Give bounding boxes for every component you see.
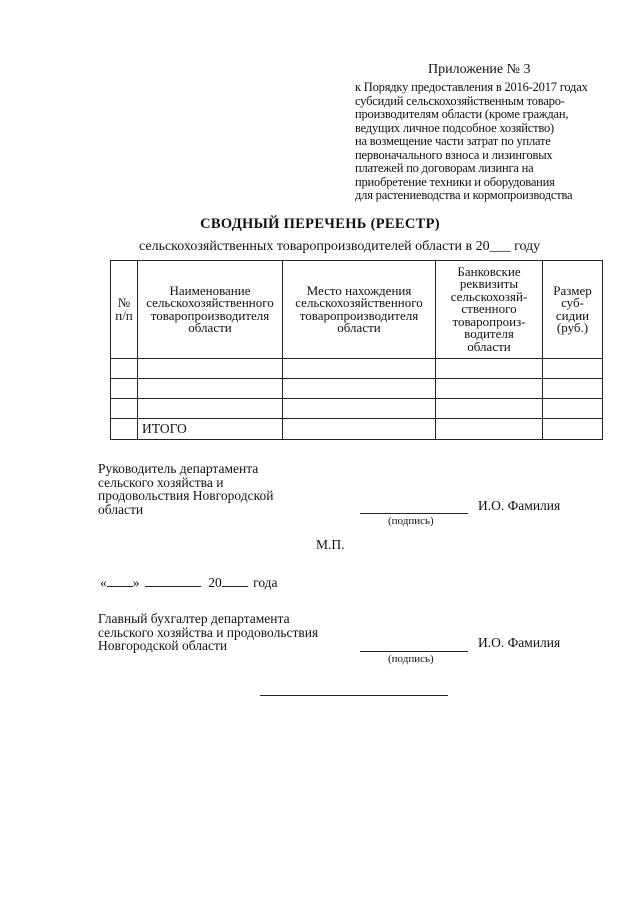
appendix-line: производителям области (кроме граждан, <box>355 107 569 121</box>
appendix-title: Приложение № 3 <box>428 62 531 77</box>
table-cell[interactable] <box>283 359 436 379</box>
table-cell[interactable] <box>138 399 283 419</box>
date-field <box>100 575 278 590</box>
appendix-line: приобретение техники и оборудования <box>355 174 555 189</box>
table-cell[interactable] <box>436 419 543 440</box>
header-line: Банковские <box>457 263 521 279</box>
date-open-quote: « <box>100 575 107 590</box>
date-year-blank[interactable] <box>222 575 248 587</box>
header-line: сидии <box>555 307 590 323</box>
table-row <box>111 399 603 419</box>
signer1-line: сельского хозяйства и <box>98 474 224 490</box>
header-line: (руб.) <box>556 320 589 335</box>
appendix-line: первоначального взноса и лизинговых <box>355 147 553 162</box>
date-day-blank[interactable] <box>107 575 133 587</box>
signer2-line: сельского хозяйства и продовольствия <box>98 624 319 640</box>
header-number <box>111 261 138 359</box>
table-cell[interactable] <box>543 359 603 379</box>
header-line: сельскохозяйственного <box>146 295 274 310</box>
signer1-name: И.О. Фамилия <box>478 498 561 513</box>
signature1-line[interactable] <box>360 500 468 514</box>
header-line: Место нахождения <box>306 282 412 298</box>
document-subtitle: сельскохозяйственных товаропроизводителей области в 20___ году <box>139 239 541 254</box>
table-cell[interactable] <box>283 399 436 419</box>
date-suffix: года <box>253 575 278 590</box>
header-line: области <box>188 320 232 335</box>
header-line: товаропроизводителя <box>299 307 419 323</box>
header-line: п/п <box>115 307 133 323</box>
signer1-line: Руководитель департамента <box>98 461 259 476</box>
table-cell[interactable] <box>111 419 138 440</box>
header-bank-details <box>436 261 543 359</box>
table-cell[interactable] <box>543 379 603 399</box>
date-month-blank[interactable] <box>145 575 201 587</box>
table-cell[interactable] <box>436 359 543 379</box>
table-cell[interactable] <box>436 379 543 399</box>
header-line: водителя <box>464 326 514 342</box>
signature1-caption: (подпись) <box>388 515 434 527</box>
bottom-divider <box>260 694 448 696</box>
signer1-line: области <box>98 501 144 517</box>
appendix-line: на возмещение части затрат по уплате <box>355 134 551 148</box>
date-close-quote: » <box>132 575 140 590</box>
header-location <box>283 261 436 359</box>
document-title: СВОДНЫЙ ПЕРЕЧЕНЬ (РЕЕСТР) <box>200 216 440 232</box>
signer2-position <box>98 612 318 653</box>
header-subsidy-amount <box>543 261 603 359</box>
table-cell[interactable] <box>111 379 138 399</box>
header-line: Наименование <box>169 282 251 298</box>
registry-table <box>110 260 603 440</box>
header-line: ственного <box>461 301 517 317</box>
total-label: ИТОГО <box>138 419 283 440</box>
table-cell[interactable] <box>283 379 436 399</box>
stamp-label: М.П. <box>316 537 345 552</box>
appendix-line: для растениеводства и кормопроизводства <box>355 188 573 202</box>
appendix-line: субсидий сельскохозяйственным товаро- <box>355 93 565 108</box>
signature2-caption: (подпись) <box>388 653 434 665</box>
header-line: реквизиты <box>459 276 519 292</box>
table-cell[interactable] <box>111 359 138 379</box>
table-cell[interactable] <box>138 359 283 379</box>
appendix-line: платежей по договорам лизинга на <box>355 161 534 175</box>
table-row <box>111 359 603 379</box>
table-cell[interactable] <box>138 379 283 399</box>
appendix-description <box>355 81 615 203</box>
header-name <box>138 261 283 359</box>
header-line: Размер <box>553 282 592 298</box>
table-header-row <box>111 261 603 359</box>
date-year-prefix: 20 <box>208 575 222 590</box>
header-line: сельскохозяйственного <box>295 295 423 310</box>
appendix-line: ведущих личное подсобное хозяйство) <box>355 120 554 135</box>
header-line: товаропроиз- <box>452 313 526 329</box>
table-cell[interactable] <box>111 399 138 419</box>
signer2-line: Новгородской области <box>98 638 228 653</box>
signer1-position <box>98 462 273 516</box>
table-cell[interactable] <box>543 419 603 440</box>
signer1-line: продовольствия Новгородской <box>98 488 274 503</box>
header-line: области <box>337 320 381 335</box>
header-line: суб- <box>561 295 584 310</box>
header-line: области <box>467 338 511 354</box>
signer2-line: Главный бухгалтер департамента <box>98 611 290 626</box>
header-line: товаропроизводителя <box>150 307 270 323</box>
signer2-name: И.О. Фамилия <box>478 635 561 650</box>
header-line: сельскохозяй- <box>450 288 528 304</box>
table-cell[interactable] <box>543 399 603 419</box>
table-cell[interactable] <box>436 399 543 419</box>
table-row <box>111 379 603 399</box>
appendix-line: к Порядку предоставления в 2016-2017 годах <box>355 80 588 94</box>
signature2-line[interactable] <box>360 638 468 652</box>
table-cell[interactable] <box>283 419 436 440</box>
table-total-row <box>111 419 603 440</box>
header-line: № <box>117 295 131 310</box>
